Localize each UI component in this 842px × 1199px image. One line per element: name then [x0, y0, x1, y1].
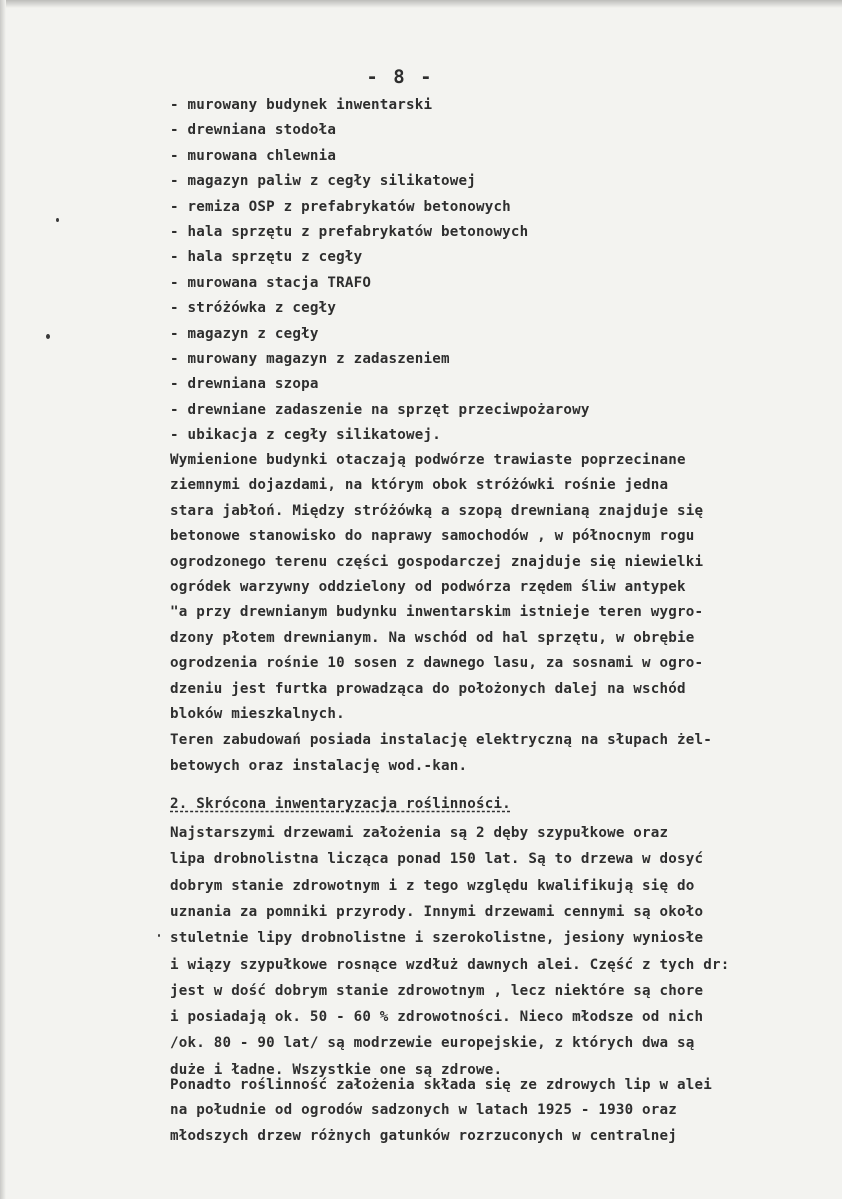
- paragraph-line: ogrodzenia rośnie 10 sosen z dawnego lasu, za sosnami w ogro-: [170, 655, 704, 672]
- paragraph-line: uznania za pomniki przyrody. Innymi drzewami cennymi są około: [170, 903, 704, 920]
- paragraph-line: dobrym stanie zdrowotnym i z tego względu kwalifikują się do: [170, 877, 695, 894]
- list-item: - drewniana szopa: [170, 376, 319, 393]
- paragraph-line: ogrodzonego terenu części gospodarczej znajduje się niewielki: [170, 553, 704, 570]
- paragraph-line: Najstarszymi drzewami założenia są 2 dęby szypułkowe oraz: [170, 825, 669, 841]
- paragraph-line: dzony płotem drewnianym. Na wschód od hal sprzętu, w obrębie: [170, 629, 695, 646]
- paragraph-line: Wymienione budynki otaczają podwórze trawiaste poprzecinane: [170, 452, 686, 468]
- paragraph-line: lipa drobnolistna licząca ponad 150 lat. Są to drzewa w dosyć: [170, 851, 704, 868]
- list-item: - hala sprzętu z prefabrykatów betonowych: [170, 224, 529, 240]
- paragraph-line: "a przy drewnianym budynku inwentarskim istnieje teren wygro-: [170, 604, 704, 621]
- scan-speck: [56, 218, 59, 222]
- paragraph-line: betowych oraz instalację wod.-kan.: [170, 758, 468, 774]
- list-item: - magazyn z cegły: [170, 325, 319, 342]
- list-item: - murowana stacja TRAFO: [170, 274, 372, 291]
- scan-speck: [46, 334, 50, 339]
- paragraph-line: bloków mieszkalnych.: [170, 706, 345, 722]
- paragraph-line: ziemnymi dojazdami, na którym obok stróżówki rośnie jedna: [170, 477, 669, 494]
- list-item: - drewniana stodoła: [170, 122, 337, 139]
- paragraph-line: jest w dość dobrym stanie zdrowotnym , lecz niektóre są chore: [170, 982, 704, 999]
- list-item: - stróżówka z cegły: [170, 300, 337, 317]
- paragraph-line: na południe od ogrodów sadzonych w latach 1925 - 1930 oraz: [170, 1102, 678, 1119]
- paragraph-line: i posiadają ok. 50 - 60 % zdrowotności. Nieco młodsze od nich: [170, 1009, 704, 1026]
- paragraph-line: dzeniu jest furtka prowadząca do położonych dalej na wschód: [170, 680, 686, 697]
- list-item: - magazyn paliw z cegły silikatowej: [170, 173, 476, 190]
- paragraph-line: duże i ładne. Wszystkie one są zdrowe.: [170, 1061, 503, 1078]
- paragraph-line: i wiązy szypułkowe rosnące wzdłuż dawnych alei. Część z tych dr:: [170, 956, 730, 973]
- scan-edge-left: [0, 0, 6, 1199]
- paragraph-line: stara jabłoń. Między stróżówką a szopą drewnianą znajduje się: [170, 502, 704, 519]
- list-item: - hala sprzętu z cegły: [170, 249, 363, 266]
- paragraph-line: Ponadto roślinność założenia składa się ze zdrowych lip w alei: [170, 1077, 712, 1093]
- paragraph-line: stuletnie lipy drobnolistne i szerokolistne, jesiony wyniosłe: [170, 930, 704, 947]
- scan-edge-top: [0, 0, 842, 8]
- scan-speck: [158, 934, 160, 937]
- paragraph-line: /ok. 80 - 90 lat/ są modrzewie europejskie, z których dwa są: [170, 1035, 695, 1052]
- list-item: - drewniane zadaszenie na sprzęt przeciwpożarowy: [170, 401, 590, 418]
- list-item: - remiza OSP z prefabrykatów betonowych: [170, 198, 511, 215]
- paragraph-line: ogródek warzywny oddzielony od podwórza rzędem śliw antypek: [170, 579, 686, 595]
- paragraph-line: Teren zabudowań posiada instalację elektryczną na słupach żel-: [170, 732, 712, 748]
- list-item: - murowany magazyn z zadaszeniem: [170, 351, 450, 367]
- section-heading: 2. Skrócona inwentaryzacja roślinności.: [170, 796, 511, 812]
- list-item: - murowany budynek inwentarski: [170, 97, 433, 113]
- paragraph-line: betonowe stanowisko do naprawy samochodów , w północnym rogu: [170, 528, 695, 545]
- list-item: - ubikacja z cegły silikatowej.: [170, 427, 441, 444]
- list-item: - murowana chlewnia: [170, 147, 337, 164]
- paragraph-line: młodszych drzew różnych gatunków rozrzuconych w centralnej: [170, 1127, 678, 1144]
- page-number: - 8 -: [366, 66, 434, 88]
